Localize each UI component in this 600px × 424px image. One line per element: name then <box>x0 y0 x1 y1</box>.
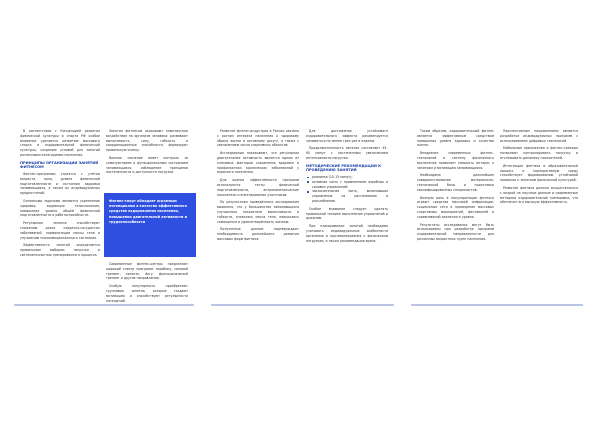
list-item: разминка (10–15 минут); <box>306 175 388 180</box>
section-heading: ПРИНЦИПЫ ОРГАНИЗАЦИИ ЗАНЯТИЙ ФИТНЕСОМ <box>20 160 99 170</box>
paragraph: Эффективность занятий определяется правильным выбором нагрузки и систематичностью тренировочного процесса. <box>20 243 100 257</box>
list-item: заключительная часть, включающая упражнения на растягивание и расслабление. <box>306 189 388 203</box>
paragraph: Развитие фитнес-индустрии в России связано с ростом интереса населения к здоровому образу жизни и активному досугу, а также с увеличением числа спортивных объектов. <box>217 129 299 148</box>
page-middle <box>211 124 394 306</box>
paragraph: Важную роль в популяризации фитнеса играют средства массовой информации, социальные сети и проведение массовых спортивных мероприятий, фестивалей и соревнований различного уровня. <box>417 195 494 219</box>
middle-column-1 <box>217 129 299 298</box>
paragraph: Особое внимание следует уделять правильной технике выполнения упражнений и дыханию. <box>306 206 388 221</box>
paragraph: Регулярные занятия способствуют снижению риска сердечно-сосудистых заболеваний, нормализации массы тела и улучшению психоэмоционального состояния. <box>20 221 100 240</box>
paragraph: Мобильные приложения и фитнес-трекеры позволяют контролировать нагрузку и отслеживать динамику показателей. <box>500 146 578 160</box>
paragraph: Полученные данные подтверждают необходимость дальнейшего развития массовых форм фитнеса. <box>217 227 299 241</box>
paragraph: При планировании занятий необходимо учитывать индивидуальные особенности организма и противопоказания к физическим нагрузкам, а также рекомендации врача. <box>306 224 388 243</box>
paragraph: Важное значение имеет контроль за самочувствием и функциональным состоянием занимающихся, соблюдение принципов постепенности и доступности нагрузки. <box>106 155 188 175</box>
left-column-1 <box>20 129 100 298</box>
right-column-2 <box>500 129 578 298</box>
paragraph: Результаты исследования могут быть использованы при разработке программ оздоровительной направленности для различных возрастных групп населения. <box>417 222 494 241</box>
paragraph: Современные фитнес-центры предлагают широкий спектр программ: аэробику, силовой тренинг, пилатес, йогу, функциональный тренинг и другие направления. <box>106 262 188 281</box>
callout-text: Фитнес-спорт обладает огромным потенциалом в качестве эффективного средства оздоровления населения, повышения двигательной активности и трудоспособности <box>109 199 187 224</box>
callout-box <box>104 193 196 257</box>
paragraph: Для оценки эффективности программ используются тесты физической подготовленности, антропометрические показатели и анкетирование участников. <box>217 178 299 197</box>
paragraph: Внедрение современных фитнес-технологий в систему физического воспитания позволяет повысить интерес к занятиям и мотивацию занимающихся. <box>417 151 494 170</box>
right-column-1 <box>417 129 494 298</box>
paragraph: Интеграция фитнеса в образовательный процесс и корпоративную среду способствует формированию устойчивой привычки к занятиям физической культурой. <box>500 163 578 183</box>
paragraph: Продолжительность занятия составляет 45–60 минут с постепенным увеличением интенсивности нагрузки. <box>306 146 388 160</box>
left-column-2-bottom <box>106 262 188 303</box>
paragraph: Для достижения устойчивого оздоровительного эффекта рекомендуется заниматься не менее трёх раз в неделю. <box>306 129 388 143</box>
paragraph: Особую популярность приобретают групповые занятия, которые создают мотивацию и способствуют регулярности посещений. <box>106 284 188 303</box>
left-column-2-top <box>106 129 188 195</box>
paragraph: Фитнес-программы строятся с учётом возраста, пола, уровня физической подготовленности и состояния здоровья занимающихся, а также их индивидуальных предпочтений. <box>20 171 100 196</box>
section-heading: МЕТОДИЧЕСКИЕ РЕКОМЕНДАЦИИ К ПРОВЕДЕНИЮ ЗАНЯТИЙ <box>306 163 382 173</box>
bullet-list <box>306 175 388 204</box>
middle-column-2 <box>306 129 388 298</box>
list-item: основная часть с применением аэробных и силовых упражнений; <box>306 180 388 190</box>
paragraph: Основными задачами являются укрепление здоровья, коррекция телосложения, повышение уровня общей физической подготовленности и работоспособности. <box>20 198 100 218</box>
paragraph: По результатам проведённого исследования выявлено, что у большинства занимающихся улучшились показатели выносливости и гибкости, снизилась масса тела, повысилась самооценка и удовлетворённость жизнью. <box>217 200 299 224</box>
paragraph: Перспективным направлением является разработка индивидуальных программ с использованием цифровых технологий. <box>500 129 578 143</box>
paragraph: Необходимо дальнейшее совершенствование материально-технической базы и подготовки квалифицированных специалистов. <box>417 173 494 192</box>
page-right <box>411 124 583 306</box>
paragraph: Занятия фитнесом оказывают комплексное воздействие на организм человека: развивают выносливость, силу, гибкость и координационные способности, формируют правильную осанку. <box>106 129 188 153</box>
paragraph: Таким образом, оздоровительный фитнес является эффективным средством повышения уровня здоровья и качества жизни. <box>417 129 494 148</box>
paragraph: В соответствии с Концепцией развития физической культуры и спорта РФ особое внимание уделяется развитию массового спорта и оздоровительной физической культуры, созданию условий для занятий различными категориями населения. <box>20 129 100 157</box>
paragraph: Развитие фитнеса должно осуществляться с опорой на научные данные и современные методики оздоровительной тренировки, что обеспечит его высокую эффективность. <box>500 185 578 205</box>
paragraph: Исследования показывают, что регулярная двигательная активность является одним из ключевых факторов сохранения здоровья и профилактики хронических заболеваний у взрослого населения. <box>217 151 299 175</box>
